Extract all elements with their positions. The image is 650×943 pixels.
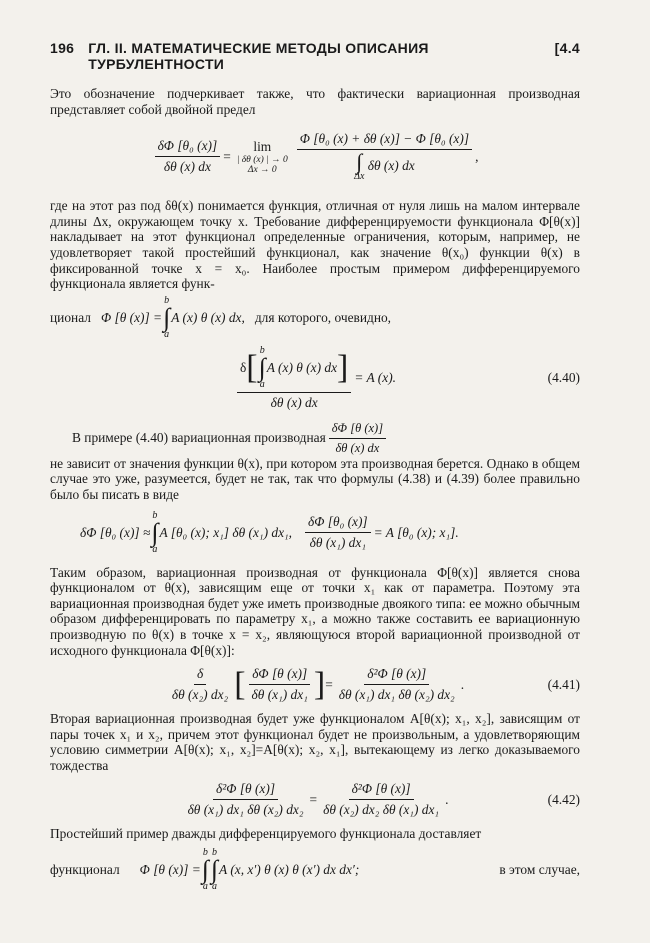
double-integral-1: b ∫ a	[201, 847, 209, 893]
double-functional-integrand: A (x, x′) θ (x) θ (x′) dx dx′;	[219, 862, 360, 878]
page-number: 196	[50, 40, 75, 56]
eq441-fraction-1	[169, 666, 231, 703]
double-functional-line	[50, 848, 580, 892]
general-integral: b ∫ a	[151, 509, 159, 555]
equation-number-4-42: (4.42)	[547, 791, 580, 807]
paragraph-7: Простейший пример дважды дифференцируемого функционала доставляет	[50, 826, 482, 842]
integral-a-b: b ∫ a	[163, 294, 171, 340]
eq440-numerator: δ [ b ∫ a A (x) θ (x) dx ]	[237, 346, 351, 393]
eq442-f2-denominator: δθ (x₂) dx₂ δθ (x₁) dx₁	[323, 802, 440, 818]
lim-condition-1: | δθ (x) | → 0	[236, 154, 288, 165]
integral-sign: ∫	[356, 149, 363, 175]
eq442-f1-denominator: δθ (x₁) dx₁ δθ (x₂) dx₂	[187, 802, 304, 818]
upper-limit: b	[164, 294, 170, 306]
equation-number-4-41: (4.41)	[547, 676, 580, 692]
general-numerator: δΦ [θ₀ (x)]	[305, 514, 371, 533]
paragraph-4-start: В примере (4.40) вариационная производная	[72, 430, 326, 446]
eq441-f2-numerator: δΦ [θ (x)]	[249, 666, 310, 685]
integrand: δθ (x) dx	[367, 158, 415, 174]
lower-limit: a	[164, 328, 170, 340]
functional-integrand: A (x) θ (x) dx,	[171, 309, 245, 325]
upper-limit: b	[259, 344, 265, 356]
functional-prefix: ционал	[50, 309, 91, 325]
double-functional-lhs: Φ [θ (x)] =	[139, 862, 201, 878]
paragraph-5: Таким образом, вариационная производная от функционала Φ[θ(x)] является снова функционалом от θ(x), зависящим еще от точки x₁ как от параметра. Поэтому эта вариационная производная будет уже иметь производные двоякого типа: ее можно обычным образом дифференцировать по параметру x₁, а можно также составить ее вариационную производную по θ(x) в точке x = x₂, являющуюся второй вариационной производной от исходного функционала Φ[θ(x)]:	[50, 564, 580, 658]
eq441-f1-numerator: δ	[194, 666, 206, 685]
lower-limit: a	[152, 543, 158, 555]
double-functional-suffix: в этом случае,	[499, 862, 580, 878]
eq442-fraction-2	[320, 781, 442, 818]
inline-numerator: δΦ [θ (x)]	[329, 421, 386, 439]
upper-limit: b	[152, 509, 158, 521]
double-integral-2: b ∫ a	[210, 847, 219, 893]
limit-operator	[237, 139, 288, 175]
general-fraction	[305, 514, 371, 551]
lhs-numerator: δΦ [θ₀ (x)]	[155, 138, 221, 157]
eq441-f3-denominator: δθ (x₁) dx₁ δθ (x₂) dx₂	[338, 687, 455, 703]
upper-limit: b	[211, 847, 217, 859]
rhs-denominator	[351, 150, 418, 182]
integral-domain: Δx	[354, 171, 365, 183]
functional-suffix: для которого, очевидно,	[254, 309, 392, 325]
double-functional-prefix: функционал	[50, 862, 120, 878]
general-rhs: = A [θ₀ (x); x₁].	[373, 524, 459, 540]
eq442-f1-numerator: δ²Φ [θ (x)]	[213, 781, 278, 800]
paragraph-2: где на этот раз под δθ(x) понимается функция, отличная от нуля лишь на малом интервале длины Δx, окружающем точку x. Требование дифференцируемости функционала Φ[θ(x)] накладывает на этот функционал определенные ограничения, которым, например, не удовлетворяет такой простейший функционал, как значение θ(x₀) функции θ(x) в фиксированной точке x = x₀. Наиболее простым примером дифференцируемого функционала является функ-	[50, 198, 580, 292]
eq441-fraction-2	[249, 666, 311, 703]
inline-derivative	[329, 421, 386, 456]
rhs-fraction	[297, 131, 472, 182]
general-lhs: δΦ [θ₀ (x)] ≈	[80, 524, 151, 540]
eq440-integrand: A (x) θ (x) dx	[266, 359, 338, 375]
upper-limit: b	[202, 847, 208, 859]
lim-word: lim	[253, 138, 272, 154]
eq440-denominator: δθ (x) dx	[270, 394, 318, 410]
section-marker: [4.4	[554, 40, 580, 56]
equation-4-41: $\frac{\delta}{\text{δθ (x₂) dx₂}}$ [ $\frac{\delta\Phi [\theta (x)]}{\text{δθ (x₁) dx₁}}$ ] = $\frac{\text{δ²Φ [θ (x)]}}{\text{δθ (x₁) dx₁ δθ (x₂) dx₂}}$ . (4.41)	[50, 666, 580, 703]
running-header	[50, 40, 580, 72]
lhs-denominator: δθ (x) dx	[163, 159, 211, 175]
eq440-fraction	[237, 346, 351, 411]
lower-limit: a	[259, 378, 265, 390]
lhs-fraction	[155, 138, 221, 175]
lim-condition-2: Δx → 0	[247, 164, 277, 175]
rhs-numerator: Φ [θ₀ (x) + δθ (x)] − Φ [θ₀ (x)]	[297, 131, 472, 150]
paragraph-4-first-line	[50, 421, 580, 456]
functional-lhs: Φ [θ (x)] =	[100, 309, 163, 325]
equation-4-40	[50, 346, 580, 411]
equation-general	[50, 511, 580, 555]
chapter-title: ГЛ. II. МАТЕМАТИЧЕСКИЕ МЕТОДЫ ОПИСАНИЯ ТУРБУЛЕНТНОСТИ	[88, 40, 429, 72]
paragraph-1: Это обозначение подчеркивает также, что фактически вариационная производная представляет собой двойной предел	[50, 86, 580, 117]
eq441-f2-denominator: δθ (x₁) dx₁	[251, 687, 308, 703]
equation-4-42: $\frac{\text{δ²Φ [θ (x)]}}{\text{δθ (x₁) dx₁ δθ (x₂) dx₂}}$ = $\frac{\text{δ²Φ [θ (x)]}}{\text{δθ (x₂) dx₂ δθ (x₁) dx₁}}$ . (4.42)	[50, 781, 580, 818]
paragraph-6: Вторая вариационная производная будет уже функционалом A[θ(x); x₁, x₂], зависящим от пары точек x₁ и x₂, причем этот функционал будет не произвольным, а удовлетворяющим условию симметрии A[θ(x); x₁, x₂]=A[θ(x); x₂, x₁], вытекающему из легко доказываемого тождества	[50, 711, 580, 773]
equation-double-limit: $\frac{\text{δΦ [θ₀ (x)]}}{\delta\theta (x) dx}$ = lim | δθ (x) | → 0 Δx → 0 Φ [θ₀ (x) + δθ (x)] − Φ [θ₀ (x)] ∫ Δx δθ (x) dx ,	[50, 131, 580, 182]
general-denominator: δθ (x₁) dx₁	[309, 535, 366, 551]
book-page	[50, 40, 580, 892]
eq442-fraction-1	[185, 781, 307, 818]
eq441-f3-numerator: δ²Φ [θ (x)]	[364, 666, 429, 685]
eq440-rhs: = A (x).	[354, 370, 396, 386]
eq442-f2-numerator: δ²Φ [θ (x)]	[349, 781, 414, 800]
delta-symbol: δ	[239, 359, 247, 375]
eq441-f1-denominator: δθ (x₂) dx₂	[171, 687, 229, 703]
paragraph-4: не зависит от значения функции θ(x), при котором эта производная берется. Однако в общем случае это уже, разумеется, будет не так, так что формулы (4.38) и (4.39) более правильно было бы писать в виде	[50, 455, 580, 502]
general-integrand: A [θ₀ (x); x₁] δθ (x₁) dx₁,	[159, 524, 293, 540]
inline-denominator: δθ (x) dx	[335, 440, 380, 455]
lower-limit: a	[211, 881, 217, 893]
functional-line	[50, 296, 580, 340]
eq440-integral: b ∫ a	[258, 344, 266, 390]
equation-number-4-40: (4.40)	[547, 370, 580, 386]
equation-comma: ,	[475, 148, 479, 164]
eq441-fraction-3	[336, 666, 458, 703]
lower-limit: a	[202, 881, 208, 893]
